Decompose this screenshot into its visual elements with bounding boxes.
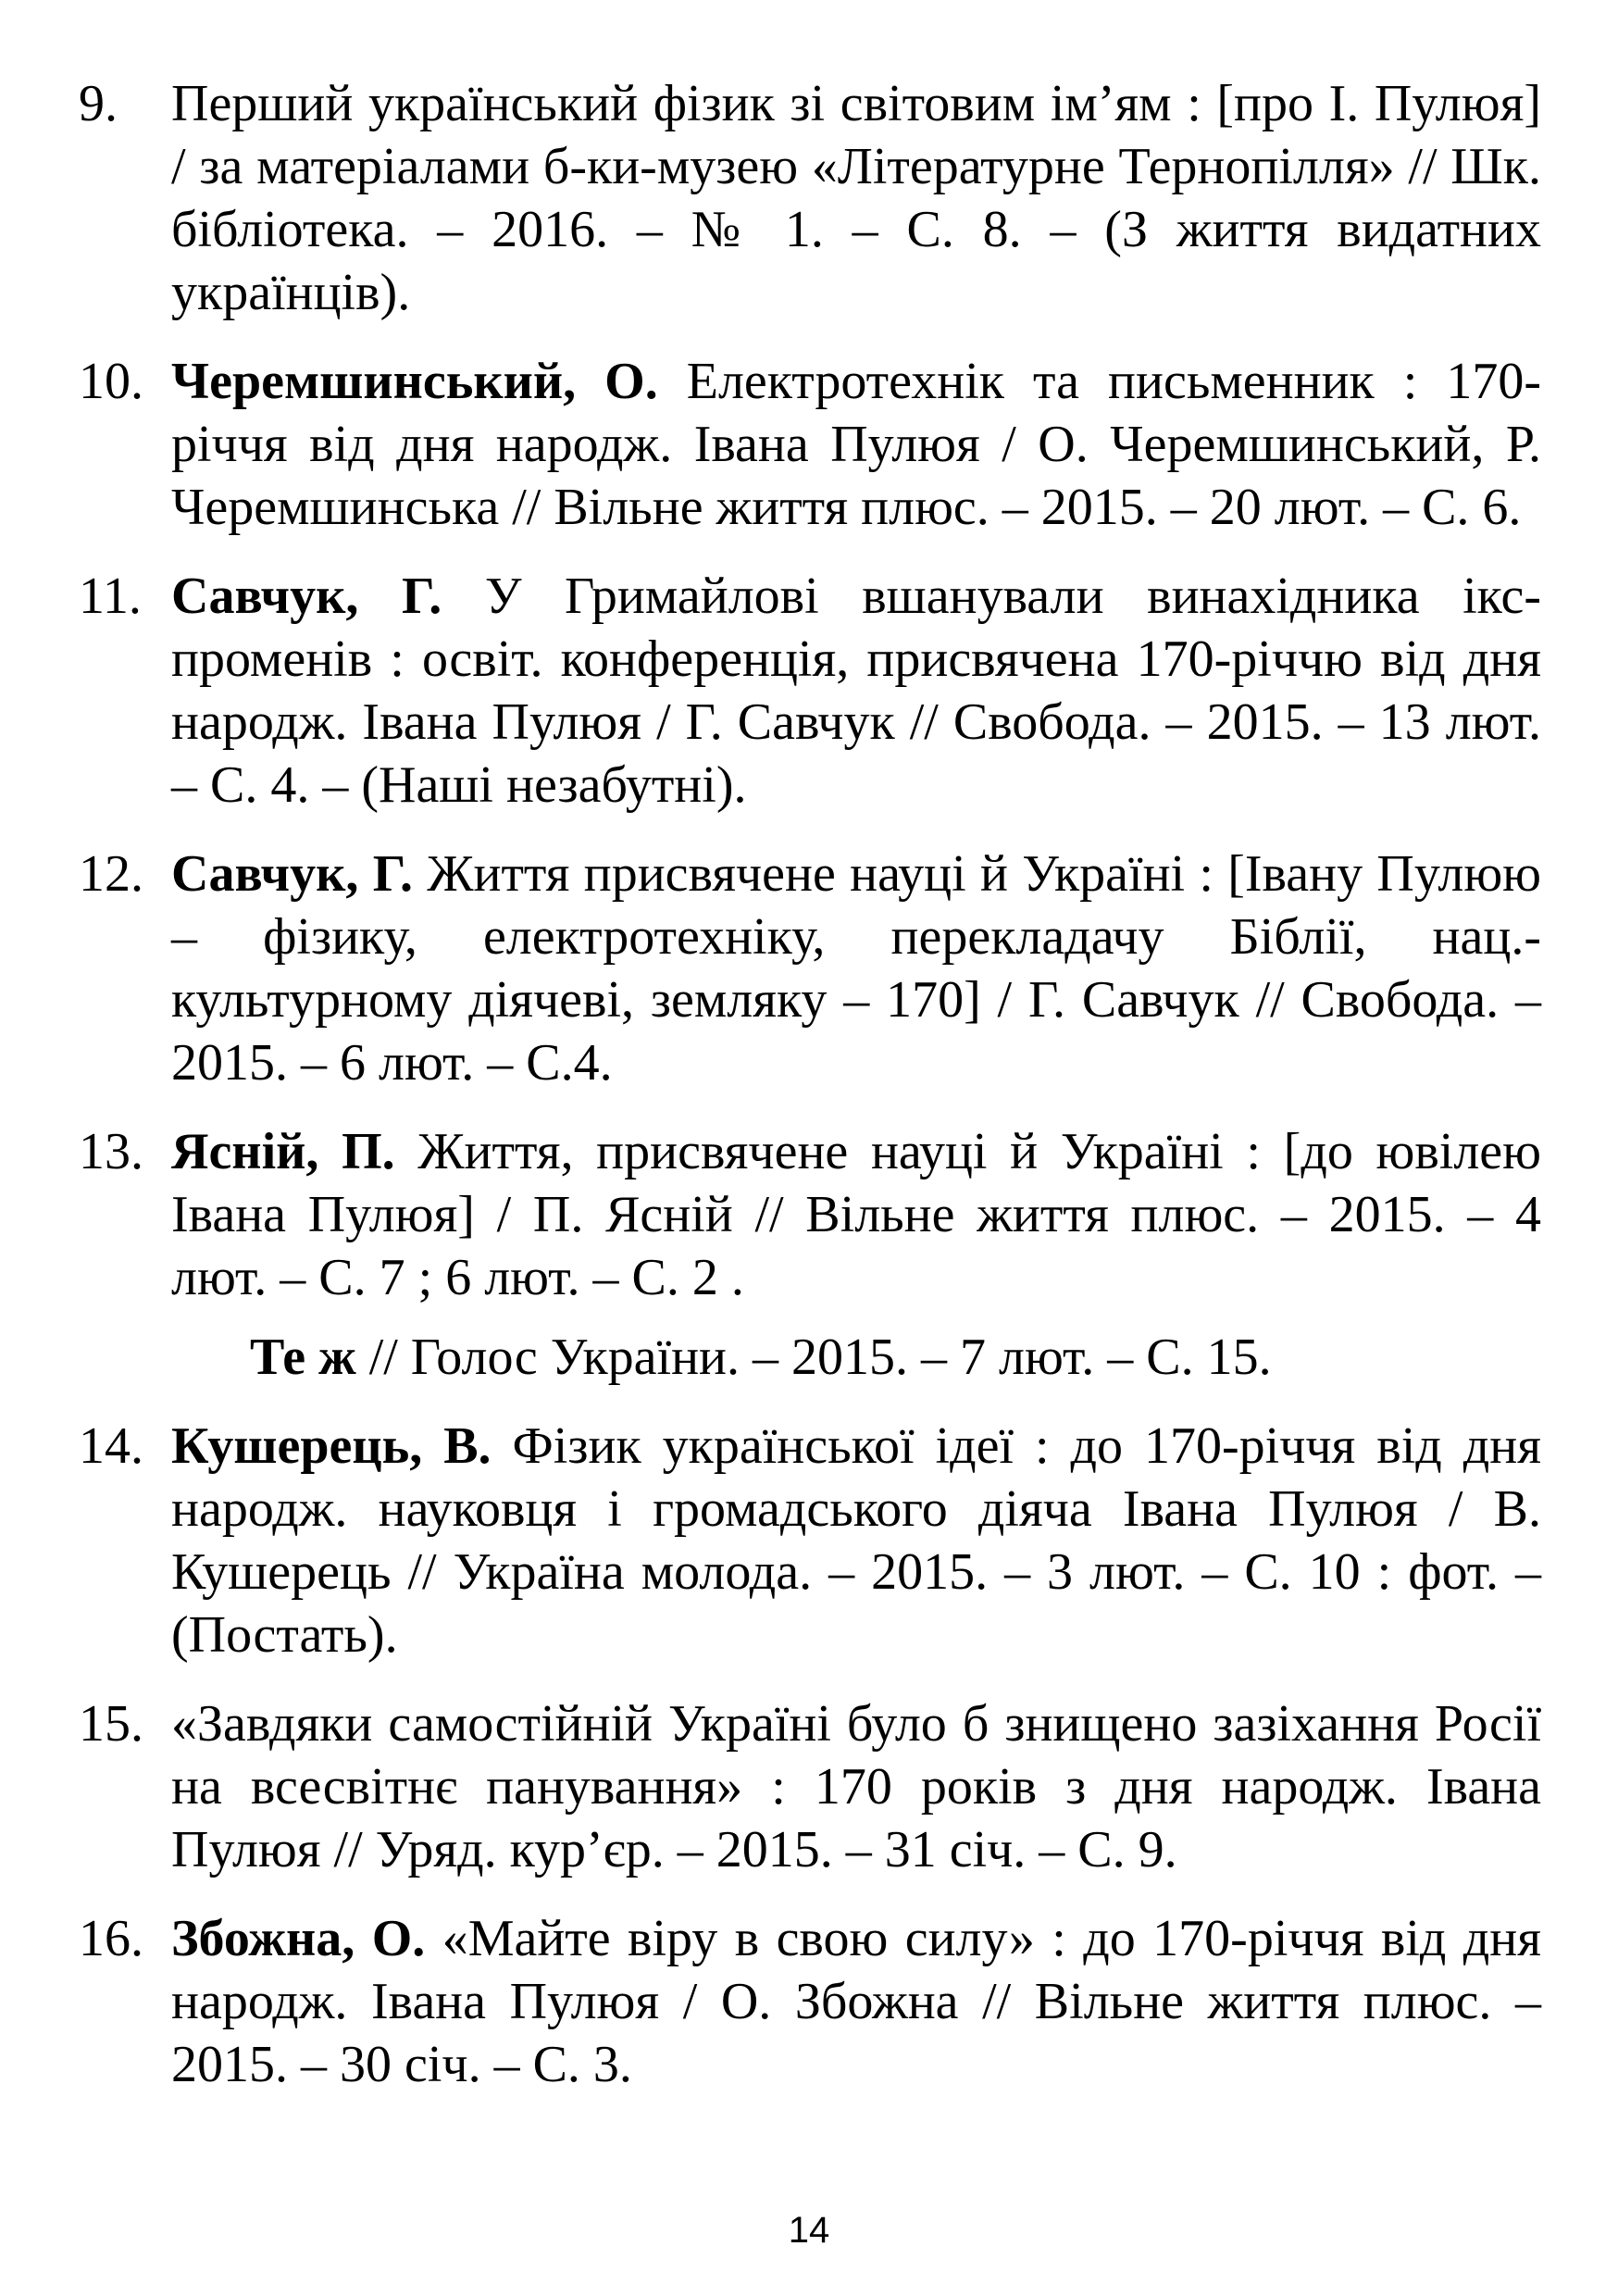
entry-text: «Завдяки самостійній Україні було б знищено зазіхання Росії на всесвітнє панування» : 170 років з дня народж. Івана Пулюя // Уряд. кур’єр. – 2015. – 31 січ. – С. 9. [171, 1695, 1541, 1878]
entry-author: Савчук, Г. [171, 568, 442, 625]
bibliography-entry-11 [79, 565, 1541, 817]
entry-number: 16. [79, 1910, 143, 1967]
entry-text: Фізик української ідеї : до 170-річчя від дня народж. науковця і громадського діяча Івана Пулюя / В. Кушерець // Україна молода. – 2015. – 3 лют. – С. 10 : фот. – (Постать). [171, 1417, 1541, 1664]
entry-text: Життя, присвячене науці й Україні : [до ювілею Івана Пулюя] / П. Ясній // Вільне життя плюс. – 2015. – 4 лют. – С. 7 ; 6 лют. – С. 2 . [171, 1123, 1541, 1306]
bibliography-entry-13 [79, 1120, 1541, 1309]
entry-number: 11. [79, 568, 142, 625]
entry-number: 10. [79, 353, 143, 410]
entry-text: Електротехнік та письменник : 170-річчя від дня народж. Івана Пулюя / О. Черемшинський, Р. Черемшинська // Вільне життя плюс. – 2015. – 20 лют. – С. 6. [171, 353, 1541, 536]
entry-number: 14. [79, 1417, 143, 1475]
entry-author: Збожна, О. [171, 1910, 426, 1967]
bibliography-list [79, 72, 1541, 2122]
entry-number: 9. [79, 75, 118, 132]
entry-number: 13. [79, 1123, 143, 1180]
bibliography-entry-10 [79, 350, 1541, 539]
same-source-label: Те ж [250, 1329, 356, 1386]
bibliography-entry-15 [79, 1692, 1541, 1881]
entry-text: Перший український фізик зі світовим ім’ям : [про І. Пулюя] / за матеріалами б-ки-музею «Літературне Тернопілля» // Шк. бібліотека. – 2016. – № 1. – С. 8. – (З життя видатних українців). [171, 75, 1541, 321]
entry-text: Життя присвячене науці й Україні : [Івану Пулюю – фізику, електротехніку, перекладачу Біблії, нац.-культурному діячеві, земляку – 170] / Г. Савчук // Свобода. – 2015. – 6 лют. – С.4. [171, 845, 1541, 1092]
entry-number: 15. [79, 1695, 143, 1753]
entry-text: У Гримайлові вшанували винахідника ікс-променів : освіт. конференція, присвячена 170-річчю від дня народж. Івана Пулюя / Г. Савчук // Свобода. – 2015. – 13 лют. – С. 4. – (Наші незабутні). [171, 568, 1541, 814]
bibliography-entry-14 [79, 1415, 1541, 1666]
entry-author: Кушерець, В. [171, 1417, 492, 1475]
same-source-entry [79, 1326, 1541, 1389]
entry-author: Савчук, Г. [171, 845, 414, 903]
bibliography-entry-16 [79, 1907, 1541, 2096]
bibliography-entry-9 [79, 72, 1541, 324]
page-number: 14 [788, 2210, 830, 2251]
same-source-text: // Голос України. – 2015. – 7 лют. – С. 15. [355, 1329, 1272, 1386]
entry-author: Черемшинський, О. [171, 353, 658, 410]
entry-text: «Майте віру в свою силу» : до 170-річчя від дня народж. Івана Пулюя / О. Збожна // Вільне життя плюс. – 2015. – 30 січ. – С. 3. [171, 1910, 1542, 2093]
entry-number: 12. [79, 845, 143, 903]
entry-author: Ясній, П. [171, 1123, 395, 1180]
bibliography-entry-12 [79, 842, 1541, 1094]
